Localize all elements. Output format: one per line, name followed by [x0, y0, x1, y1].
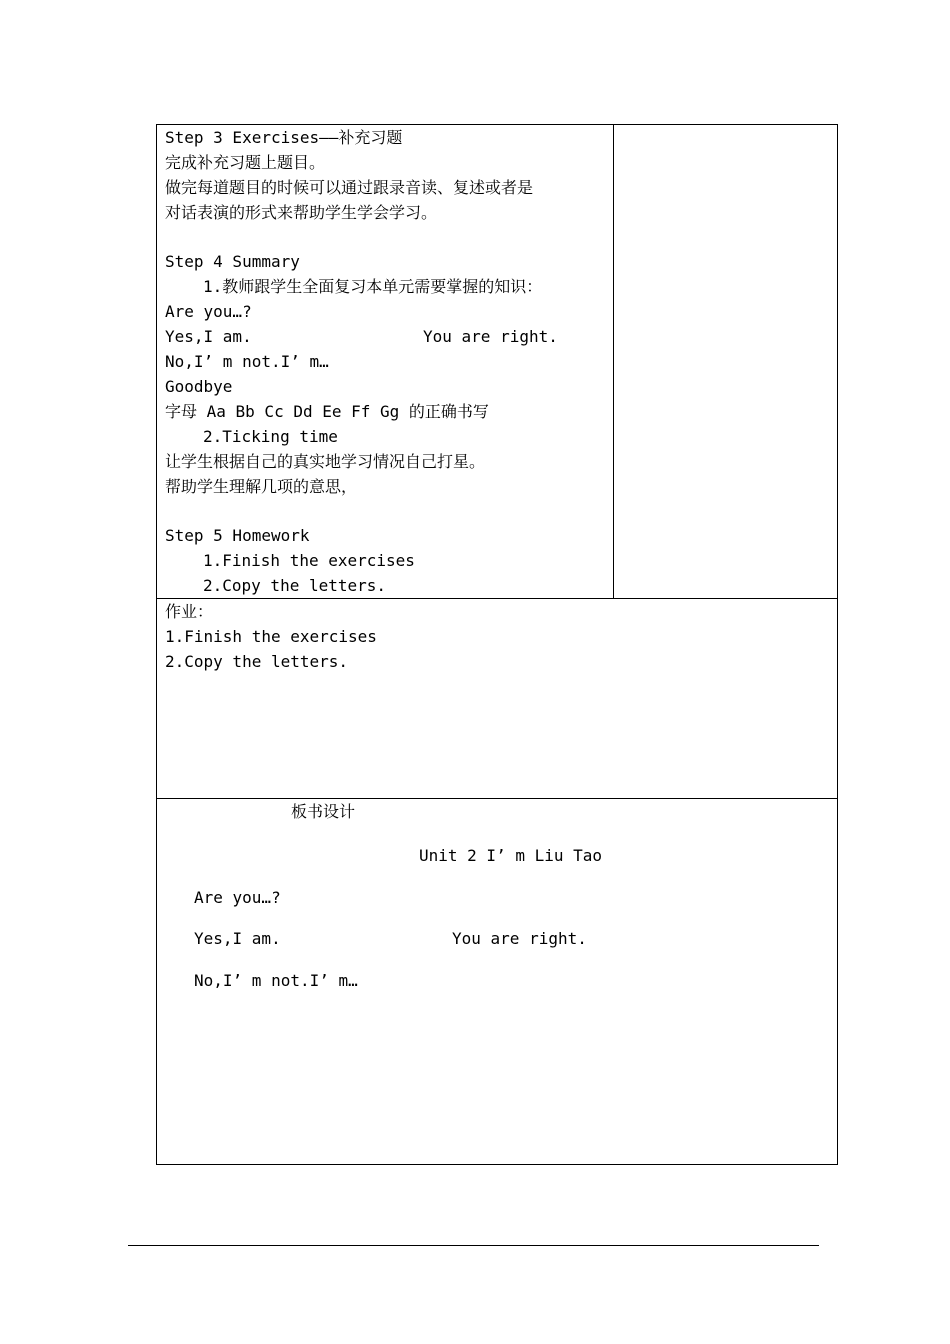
- step5-item2: 2.Copy the letters.: [203, 576, 387, 595]
- step4-tick1: 让学生根据自己的真实地学习情况自己打星。: [165, 452, 486, 471]
- step4-are-you: Are you…?: [165, 302, 252, 321]
- homework-label: 作业：: [165, 602, 214, 621]
- step4-goodbye: Goodbye: [165, 377, 233, 396]
- board-design-cell: [165, 800, 830, 1162]
- step3-line2: 做完每道题目的时候可以通过跟录音读、复述或者是: [165, 178, 534, 197]
- board-unit-title: Unit 2 I’ m Liu Tao: [419, 846, 603, 865]
- step4-item1: 1.教师跟学生全面复习本单元需要掌握的知识：: [203, 277, 543, 296]
- step3-title: Step 3 Exercises——补充习题: [165, 128, 403, 147]
- step4-yes: Yes,I am.: [165, 327, 252, 346]
- homework-cell: [165, 600, 830, 796]
- column-divider: [613, 124, 614, 599]
- step4-letters: 字母 Aa Bb Cc Dd Ee Ff Gg 的正确书写: [165, 402, 489, 421]
- board-yes: Yes,I am.: [194, 929, 281, 948]
- board-right: You are right.: [452, 929, 587, 948]
- footer-rule: [128, 1245, 819, 1246]
- row-divider-homework: [156, 598, 838, 599]
- board-no: No,I’ m not.I’ m…: [194, 971, 358, 990]
- step4-no: No,I’ m not.I’ m…: [165, 352, 329, 371]
- teaching-process-cell: [165, 126, 610, 596]
- step4-item2: 2.Ticking time: [203, 427, 338, 446]
- row-divider-board: [156, 798, 838, 799]
- homework-item1: 1.Finish the exercises: [165, 627, 377, 646]
- step4-tick2: 帮助学生理解几项的意思，: [165, 477, 358, 496]
- step5-title: Step 5 Homework: [165, 526, 310, 545]
- step5-item1: 1.Finish the exercises: [203, 551, 415, 570]
- board-label: 板书设计: [291, 802, 356, 821]
- homework-item2: 2.Copy the letters.: [165, 652, 349, 671]
- step3-line1: 完成补充习题上题目。: [165, 153, 326, 172]
- notes-cell: [616, 126, 834, 596]
- board-are-you: Are you…?: [194, 888, 281, 907]
- step4-title: Step 4 Summary: [165, 252, 300, 271]
- step3-line3: 对话表演的形式来帮助学生学会学习。: [165, 203, 438, 222]
- step4-right: You are right.: [423, 327, 558, 346]
